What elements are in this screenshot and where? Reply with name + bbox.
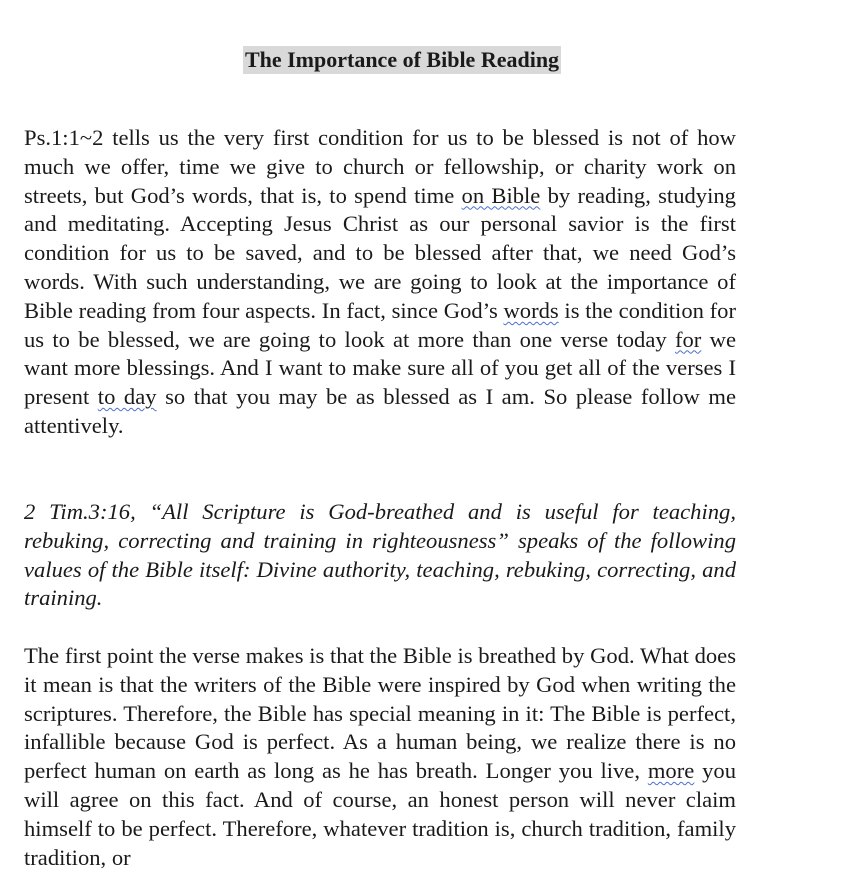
- paragraph-1-text-a: Ps.1:1~2 tells us the very first condition for us to be blessed is not of how much we offer, time we give to church or fellowship, or charity work on streets, but God’s words, that is, to spend time: [24, 125, 736, 208]
- grammar-flag-for[interactable]: for: [674, 326, 702, 352]
- grammar-flag-to-day[interactable]: to day: [97, 384, 157, 410]
- paragraph-2-scripture-quote[interactable]: 2 Tim.3:16, “All Scripture is God-breathed and is useful for teaching, rebuking, correcting and training in righteousness” speaks of the following values of the Bible itself: Divine authority, teaching, rebuking, correcting, and training.: [24, 499, 736, 611]
- paragraph-3-text-b: you will agree on this fact. And of course, an honest person will never claim himself to be perfect. Therefore, whatever tradition is, church tradition, family tradition, or: [24, 758, 736, 870]
- paragraph-3-text-a: The first point the verse makes is that the Bible is breathed by God. What does it mean is that the writers of the Bible were inspired by God when writing the scriptures. Therefore, the Bible has special meaning in it: The Bible is perfect, infallible because God is perfect. As a human being, we realize there is no perfect human on earth as long as he has breath. Longer you live,: [24, 643, 736, 784]
- grammar-flag-more[interactable]: more: [647, 758, 695, 784]
- paragraph-3[interactable]: [24, 642, 736, 872]
- document-title[interactable]: The Importance of Bible Reading: [244, 47, 560, 72]
- document-page: [24, 0, 736, 870]
- paragraph-1-text-e: so that you may be as blessed as I am. So please follow me attentively.: [24, 384, 736, 438]
- paragraph-1[interactable]: [24, 124, 736, 441]
- paragraph-1-text-c: is the condition for us to be blessed, we are going to look at more than one verse today: [24, 297, 736, 352]
- paragraph-1-text-d: we want more blessings. And I want to make sure all of you get all of the verses I present: [24, 326, 736, 410]
- title-line: [24, 46, 736, 76]
- paragraph-1-text-b: by reading, studying and meditating. Accepting Jesus Christ as our personal savior is the first condition for us to be saved, and to be blessed after that, we need God’s words. With such understanding, we are going to look at the importance of Bible reading from four aspects. In fact, since God’s: [24, 182, 736, 323]
- grammar-flag-words[interactable]: words: [503, 297, 559, 323]
- grammar-flag-on-bible[interactable]: on Bible: [461, 182, 541, 208]
